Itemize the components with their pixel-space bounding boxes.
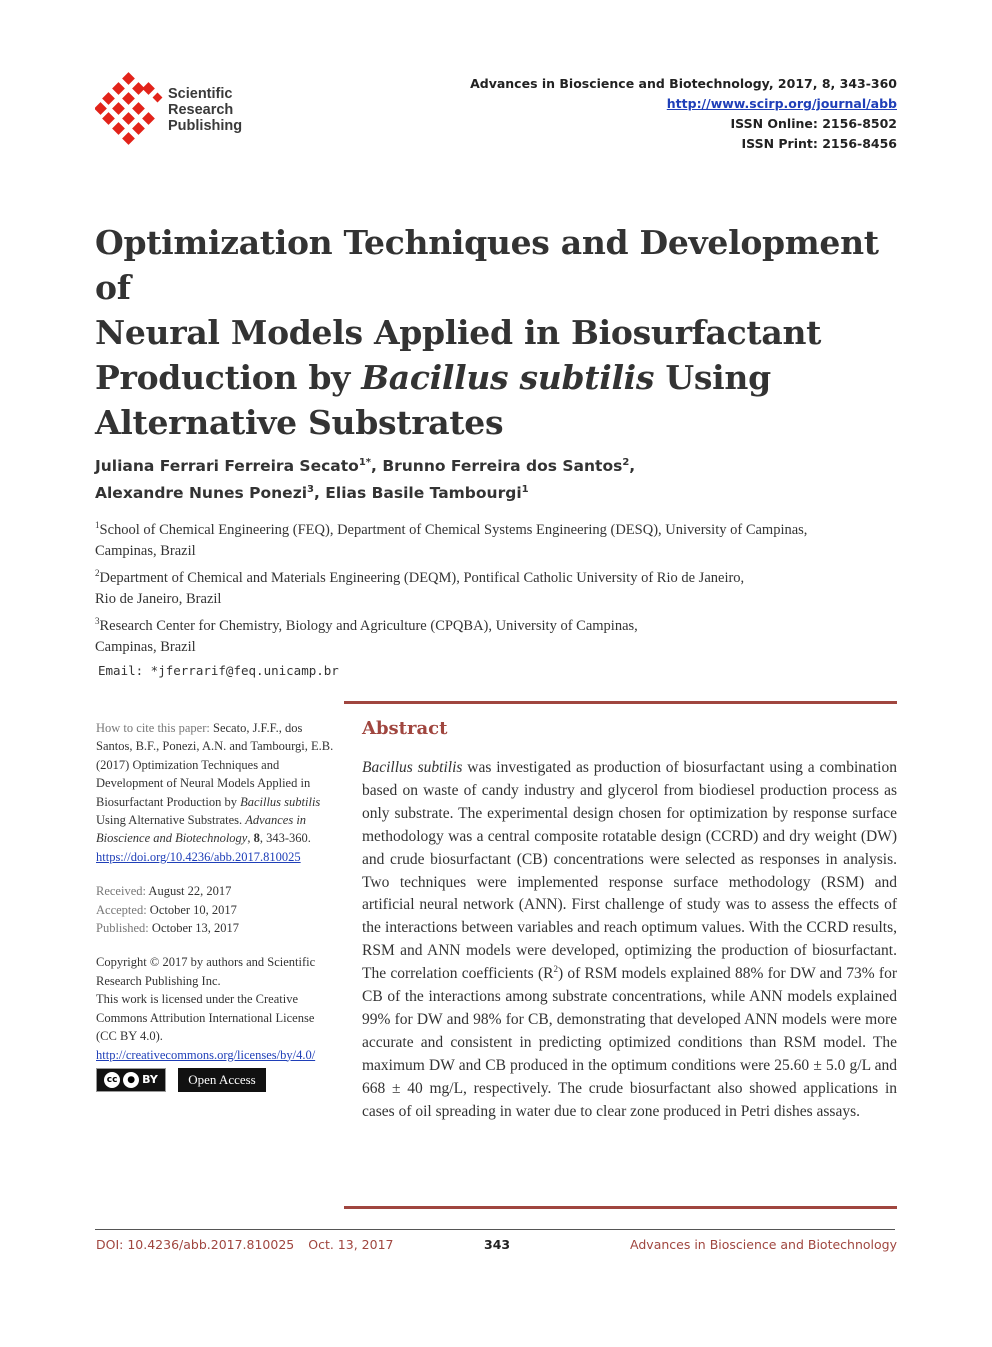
person-icon: ● xyxy=(123,1072,139,1088)
publisher-logo xyxy=(95,72,265,147)
title-species: Bacillus subtilis xyxy=(361,358,655,397)
affiliations xyxy=(95,515,895,683)
open-access-badge[interactable]: Open Access xyxy=(178,1068,266,1092)
license-text: This work is licensed under the Creative Commons Attribution International License (CC BY 4.0). xyxy=(96,992,315,1044)
received-label: Received: xyxy=(96,884,146,899)
author-affil-mark: 3 xyxy=(307,484,314,496)
cc-badge-label: BY xyxy=(142,1072,158,1086)
cite-label: How to cite this paper: xyxy=(96,721,210,735)
published-line xyxy=(96,919,338,937)
abstract-text: ) of RSM models explained 88% for DW and 73% for CB of the interactions among substrate concentrations, while ANN models explained 99% for DW and 98% for CB, demonstrating that developed ANN models were more accurate and consistent in predicting optimized conditions than RSM model. The maximum DW and CB produced in the optimum conditions were 25.60 ± 5.0 g/L and 668 ± 40 mg/L, respectively. The crude biosurfactant also showed applications in cases of oil spreading in water due to clear zone produced in Petri dishes assays. xyxy=(362,965,898,1120)
license-badges xyxy=(96,1068,338,1092)
issn-online: ISSN Online: 2156-8502 xyxy=(730,116,897,131)
accepted-label: Accepted: xyxy=(96,902,147,917)
published-date: October 13, 2017 xyxy=(148,921,240,936)
author-email[interactable]: Email: *jferrarif@feq.unicamp.br xyxy=(98,663,339,679)
title-text: Production by xyxy=(95,358,362,397)
title-text: Using xyxy=(654,358,771,397)
affiliation-number: 1 xyxy=(95,520,100,530)
footer-journal: Advances in Bioscience and Biotechnology xyxy=(630,1237,897,1252)
received-date: August 22, 2017 xyxy=(145,884,232,899)
footer-date: Oct. 13, 2017 xyxy=(308,1237,394,1252)
affiliation-number: 2 xyxy=(95,567,100,578)
affiliation-text: School of Chemical Engineering (FEQ), Department of Chemical Systems Engineering (DESQ), University of Campinas, xyxy=(99,521,808,538)
accepted-date: October 10, 2017 xyxy=(146,902,237,917)
author-sep: , xyxy=(314,484,326,503)
affiliation-line xyxy=(95,515,895,541)
dates xyxy=(96,882,338,937)
license-link[interactable]: http://creativecommons.org/licenses/by/4.0/ xyxy=(96,1047,316,1062)
footer-doi: DOI: 10.4236/abb.2017.810025 xyxy=(96,1237,295,1252)
author-name: Brunno Ferreira dos Santos xyxy=(382,457,623,476)
cite-text: Using Alternative Substrates. xyxy=(96,813,246,828)
logo-line: Research xyxy=(168,102,234,118)
publisher-logo-text xyxy=(168,86,242,134)
author-sep: , xyxy=(629,457,636,476)
abstract-heading: Abstract xyxy=(362,718,448,739)
paper-title xyxy=(95,220,905,445)
author-affil-mark: 1 xyxy=(521,484,529,496)
affiliation-text: Research Center for Chemistry, Biology and Agriculture (CPQBA), University of Campinas, xyxy=(99,617,638,634)
copyright-text: Copyright © 2017 by authors and Scientific Research Publishing Inc. xyxy=(96,955,316,988)
cite-text: Secato, J.F.F., dos Santos, B.F., Ponezi, A.N. and Tambourgi, E.B. (2017) Optimization Techniques and Development of Neural Models Applied in Biosurfactant Production by xyxy=(96,721,334,809)
email-line xyxy=(95,660,895,683)
author-name: Elias Basile Tambourgi xyxy=(325,484,522,503)
journal-url-link[interactable]: http://www.scirp.org/journal/abb xyxy=(666,96,897,111)
cite-species: Bacillus subtilis xyxy=(240,794,321,809)
cc-by-badge[interactable] xyxy=(96,1068,166,1092)
copyright xyxy=(96,953,338,1091)
logo-line: Scientific xyxy=(168,86,233,102)
title-line: Neural Models Applied in Biosurfactant xyxy=(95,313,822,352)
affiliation-line xyxy=(95,611,895,637)
journal-citation: Advances in Bioscience and Biotechnology, 2017, 8, 343-360 xyxy=(470,76,897,91)
sidebar-metadata xyxy=(96,719,338,1092)
cite-text: , xyxy=(247,831,254,846)
issn-print: ISSN Print: 2156-8456 xyxy=(741,136,897,151)
author-sep: , xyxy=(371,457,383,476)
page-number: 343 xyxy=(484,1237,511,1252)
affiliation-line: Campinas, Brazil xyxy=(95,638,196,655)
logo-line: Publishing xyxy=(168,118,243,134)
accepted-line xyxy=(96,901,338,919)
footer-rule xyxy=(95,1229,895,1230)
abstract-text: was investigated as production of biosurfactant using a combination based on waste of candy industry and glycerol from biodiesel production process as only substrate. The experimental design chosen for optimization by response surface methodology was a central composite rotatable design (CCRD) and dry weight (DW) and crude biosurfactant (CB) concentrations were selected as responses in analysis. Two techniques were implemented response surface methodology (RSM) and artificial neural network (ANN). First challenge of study was to assess the effects of the interactions between variables and reach optimum values. With the CCRD results, RSM and ANN models were developed, optimizing the production of biosurfactant. The correlation coefficients (R xyxy=(362,759,897,983)
cc-icon: cc xyxy=(104,1072,120,1088)
author-list xyxy=(95,451,635,505)
logo-diamonds xyxy=(95,72,162,145)
affiliation-line xyxy=(95,563,895,589)
abstract-body xyxy=(362,757,897,1124)
affiliation-number: 3 xyxy=(95,615,100,626)
abstract-species: Bacillus subtilis xyxy=(362,759,463,776)
cite-volume: 8 xyxy=(253,831,260,846)
title-line: Alternative Substrates xyxy=(95,403,504,442)
abstract-top-rule xyxy=(344,701,897,704)
title-line: Optimization Techniques and Development of xyxy=(95,223,879,307)
abstract-superscript: 2 xyxy=(553,964,558,974)
footer-left xyxy=(96,1237,393,1252)
title-line xyxy=(95,355,905,400)
author-affil-mark: 2 xyxy=(622,457,630,468)
author-affil-mark: 1* xyxy=(358,457,372,468)
affiliation-text: Department of Chemical and Materials Engineering (DEQM), Pontifical Catholic University of Rio de Janeiro, xyxy=(99,569,745,586)
published-label: Published: xyxy=(96,921,149,936)
affiliation-line: Rio de Janeiro, Brazil xyxy=(95,591,222,608)
journal-info xyxy=(470,74,897,154)
author-line xyxy=(95,478,635,505)
affiliation-line: Campinas, Brazil xyxy=(95,543,196,560)
received-line xyxy=(96,882,338,900)
cite-journal: Advances in Bioscience and Biotechnology xyxy=(96,813,307,846)
author-line xyxy=(95,451,635,478)
author-name: Juliana Ferrari Ferreira Secato xyxy=(95,457,359,476)
cite-doi-link[interactable]: https://doi.org/10.4236/abb.2017.810025 xyxy=(96,849,301,864)
publisher-logo-mark xyxy=(95,72,165,147)
cite-text: , 343-360. xyxy=(259,831,311,846)
how-to-cite xyxy=(96,719,338,866)
author-name: Alexandre Nunes Ponezi xyxy=(95,484,308,503)
abstract-bottom-rule xyxy=(344,1206,897,1209)
